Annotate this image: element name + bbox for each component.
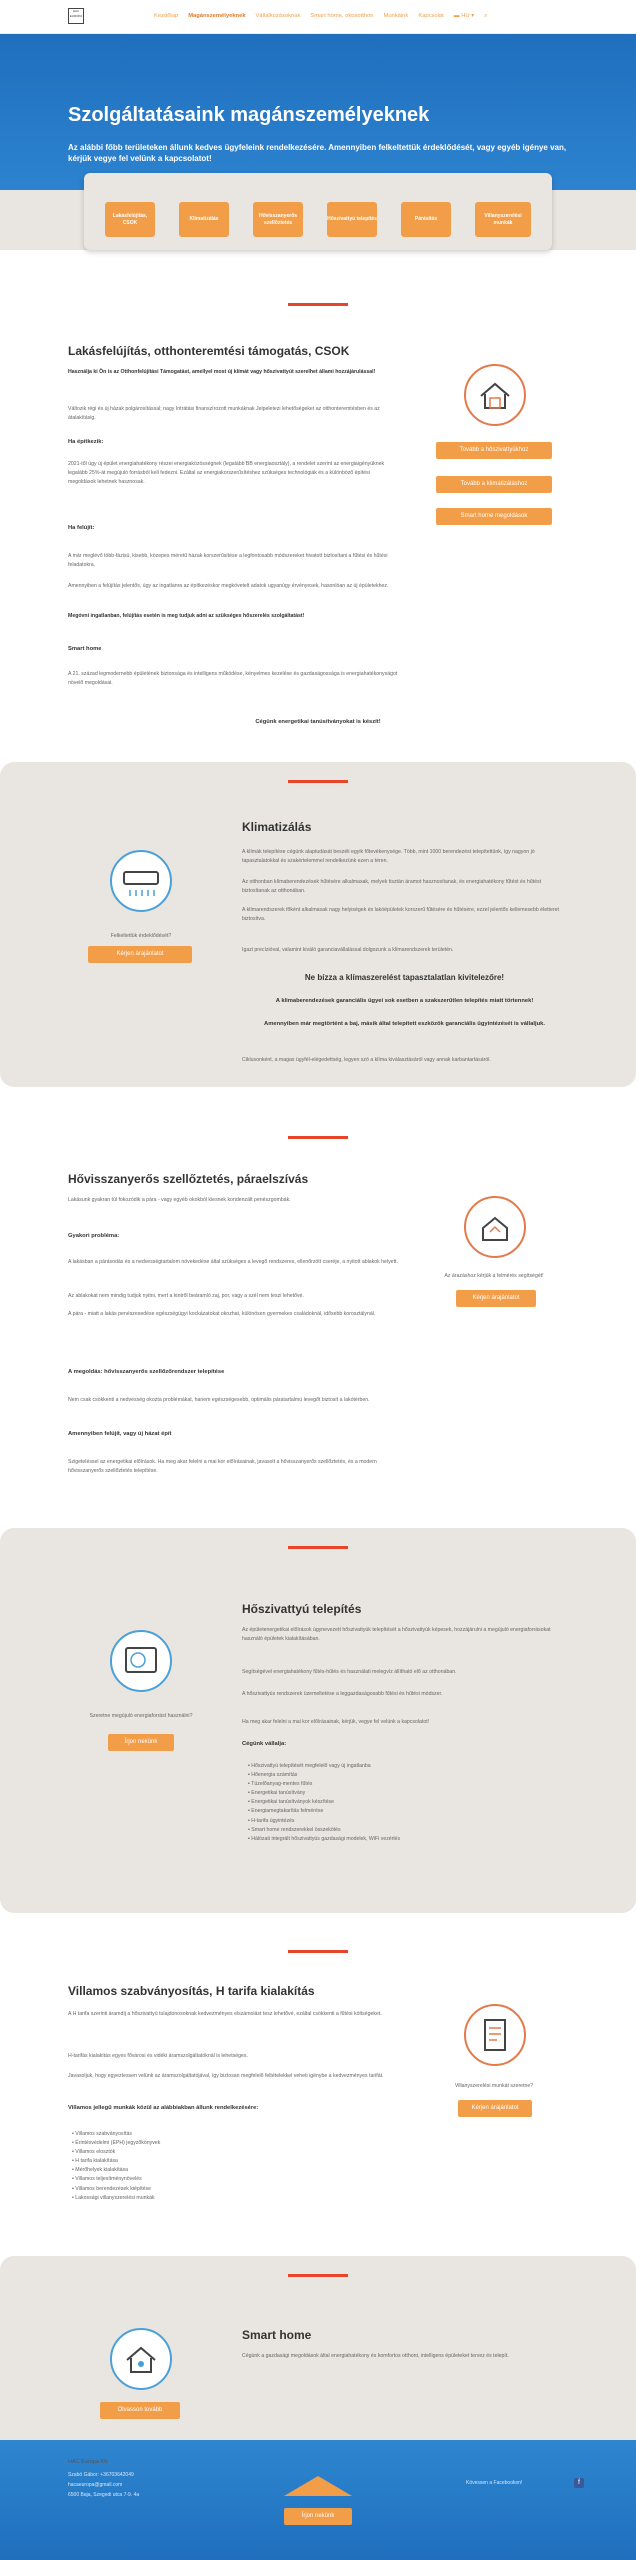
ventilation-icon xyxy=(464,1196,526,1258)
s3-p2: A lakásban a párásodás és a nedvességtartalom növekedése által szükséges a levegő rendszeres, ellenőrzött cseréje, a nyitott ablakok helyett. xyxy=(68,1259,398,1265)
nav-item-private[interactable]: Magánszemélyeknek xyxy=(188,13,246,19)
s6-readmore-button[interactable]: Olvasson tovább xyxy=(100,2402,180,2419)
divider xyxy=(288,780,348,783)
s2-ic-label: Felkeltettük érdeklődését? xyxy=(110,933,172,939)
s6-p1: Cégünk a gazdasági megoldások által energiahatékony és komfortos otthont, intelligens épületeket tervez és telepít. xyxy=(242,2353,509,2359)
s3-p3: Az ablakokat nem mindig tudjuk nyitni, mert a kintről beáramló zaj, por, vagy a szél nem teszi lehetővé. xyxy=(68,1293,304,1299)
search-icon[interactable]: ⌕ xyxy=(484,13,488,19)
section-title-klima: Klimatizálás xyxy=(242,820,312,834)
divider xyxy=(288,1136,348,1139)
language-selector[interactable]: ▬ HU ▾ xyxy=(453,13,475,19)
s2-p1: A klímák telepítése cégünk alaptudását beszéli egyik főtevékenysége. Több, mint 1000 berendezést telepítettünk, így nagyon jó tapasztalatokkal és szakértelemmel rendelkezünk ezen a téren. xyxy=(242,849,535,864)
nav-item-home[interactable]: Kezdőlap xyxy=(154,13,179,19)
s1-h3: Smart home xyxy=(68,646,102,652)
s1-p4: A már meglévő több-fázisú, kisebb, közepes méretű házak korszerűsítése a legfontosabb módszereket hivatott biztosítani a fűtési és hűtési feladatokra. xyxy=(68,553,388,568)
s5-h: Villamos jellegű munkák közül az alábbiakban állunk rendelkezésére: xyxy=(68,2105,259,2111)
s2-quote-button[interactable]: Kérjen árajánlatot xyxy=(88,946,192,963)
s1-h1: Ha építkezik: xyxy=(68,439,104,445)
section-title-lakasfelujitas: Lakásfelújítás, otthonteremtési támogatás, CSOK xyxy=(68,344,350,358)
s3-h2: A megoldás: hővisszanyerős szellőzőrendszer telepítése xyxy=(68,1369,225,1375)
s1-h2: Ha felújít: xyxy=(68,525,95,531)
nav-item-contact[interactable]: Kapcsolat xyxy=(418,13,444,19)
list-item: • Villamos elosztók xyxy=(72,2148,392,2157)
section-klima xyxy=(0,762,636,1087)
footer-email[interactable]: hacaeuropa@gmail.com xyxy=(68,2482,123,2488)
s4-p1: Az épületenergetikai előírások úgynevezett hőszivattyúk telepítését a hőszivattyúk képesek, hozzájárulni a megújuló energiaforrásokat használó épületek kialakításában. xyxy=(242,1627,551,1642)
footer-follow: Kövessen a Facebookon! xyxy=(466,2480,523,2486)
s2-p2: Az otthonban klímaberendezések hűtésére alkalmasak, melyek tisztán áramot hasznosítanak, és energiahatékony fűtést és hűtést biztosítanak az otthonában. xyxy=(242,879,542,894)
list-item: • Hőenergia számítás xyxy=(248,1771,568,1780)
list-item: • Lakossági villanyszerelési munkák xyxy=(72,2194,392,2203)
flag-icon: ▬ xyxy=(453,13,460,19)
to-heatpumps-button[interactable]: Tovább a hőszivattyúkhoz xyxy=(436,442,552,459)
s5-p1: A H tarifa szerinti áramdíj a hőszivattyú tulajdonosoknak kedvezményes elszámolást tesz lehetővé, ezáltal csökkenti a fűtési költségeket. xyxy=(68,2011,382,2017)
section-title-villamos: Villamos szabványosítás, H tarifa kialakítás xyxy=(68,1984,315,1998)
aircon-icon xyxy=(110,850,172,912)
checklist-icon xyxy=(464,2004,526,2066)
s2-p7: Ciklusonként, a magas ügyfél-elégedettség, legyen szó a klíma kiválasztásáról vagy annak karbantartásáról. xyxy=(242,1057,491,1063)
list-item: • Hőszivattyú telepítését megfelelő vagy új ingatlanba xyxy=(248,1762,568,1771)
s4-list xyxy=(248,1762,568,1844)
service-btn-szellozes[interactable]: Hővisszanyerős szellőztetés xyxy=(253,202,303,237)
footer-arrow xyxy=(284,2476,352,2496)
s5-p2: H-tarifás kialakítás egyes fővárosi és vidéki áramszolgáltatóknál is lehetséges. xyxy=(68,2053,248,2059)
s3-p4: A pára - miatt a lakás penészesedése egészségügyi kockázatokat okozhat, különösen gyermekes családoknál, idősebb korosztálynál. xyxy=(68,1311,376,1317)
s2-p6: Amennyiben már megtörtént a baj, másik által telepített eszközök garanciális ügyintézését is vállaljuk. xyxy=(264,1021,545,1027)
header xyxy=(0,0,636,34)
section-title-hoszivattyu: Hőszivattyú telepítés xyxy=(242,1602,362,1616)
s2-warning: Ne bízza a klímaszerelést tapasztalatlan kivitelezőre! xyxy=(304,973,505,982)
facebook-icon[interactable]: f xyxy=(574,2478,584,2488)
list-item: • H tarifa kialakítása xyxy=(72,2157,392,2166)
section-title-smarthome: Smart home xyxy=(242,2328,312,2342)
s1-p6: Megóvni ingatlanban, felújítás esetén is meg tudjuk adni az szükséges hőszerelés szolgáltatást! xyxy=(68,613,305,619)
divider xyxy=(288,1546,348,1549)
s1-p1: Használja ki Ön is az Otthonfelújítási Támogatást, amellyel most új klímát vagy hőszivattyút szerelhet állami hozzájárulással! xyxy=(68,369,376,375)
s1-p7: A 21. század legmodernebb épületének biztonsága és intelligens működése, kényelmes kezelése és gazdaságossága is energiahatékonyságot növelő megoldásai. xyxy=(68,671,398,686)
s4-ic-label: Szeretne megújuló energiaforrást használni? xyxy=(89,1713,193,1719)
to-aircon-button[interactable]: Tovább a klimatizáláshoz xyxy=(436,476,552,493)
divider xyxy=(288,2274,348,2277)
list-item: • Energetikai tanúsítványok készítése xyxy=(248,1798,568,1807)
s3-p6: Szigeteléssel az energetikai előírások. Ha meg akar felelni a mai kor előírásainak, javasolt a hővisszanyerős szellőztetés, és a modern hővisszanyerős szellőztetés telepítése. xyxy=(68,1459,377,1474)
divider xyxy=(288,303,348,306)
s4-write-button[interactable]: Írjon nekünk xyxy=(108,1734,174,1751)
service-btn-parasitas[interactable]: Párásítás xyxy=(401,202,451,237)
s5-ic-label: Villanyszerelési munkát szeretne? xyxy=(454,2083,534,2089)
nav-item-business[interactable]: Vállalkozásoknak xyxy=(255,13,301,19)
section-title-szellozes: Hővisszanyerős szellőztetés, páraelszívás xyxy=(68,1172,309,1186)
service-card xyxy=(84,173,552,250)
s2-p5: A klimaberendezések garanciális ügyei sok esetben a szakszerűtlen telepítés miatt törtennek! xyxy=(275,998,534,1004)
list-item: • Mérőhelyek kialakítása xyxy=(72,2166,392,2175)
s2-p3: A klímarendszerek főként alkalmasak nagy helyiségek és lakóépületek korszerű fűtésére és hűtésére, ezzel jelentős kellemesebb életteret biztosítva. xyxy=(242,907,559,922)
s4-h: Cégünk vállalja: xyxy=(242,1741,287,1747)
heatpump-icon xyxy=(110,1630,172,1692)
footer-company: HAC Európa Kft. xyxy=(68,2459,109,2465)
s3-p5: Nem csak csökkenti a nedvesség okozta problémákat, hanem egészségesebb, optimális páratartalmú levegőt biztosít a lakótérben. xyxy=(68,1397,370,1403)
service-btn-klima[interactable]: Klimatizálás xyxy=(179,202,229,237)
s1-p8: Cégünk energetikai tanúsítványokat is készít! xyxy=(255,719,381,725)
service-btn-hoszivattyu[interactable]: Hőszivattyú telepítés xyxy=(327,202,377,237)
s3-h3: Amennyiben felújít, vagy új házat épít xyxy=(68,1431,172,1437)
nav-item-smarthome[interactable]: Smart home, okosotthon xyxy=(310,13,374,19)
footer-phone: Szabó Gábor: +36703642049 xyxy=(68,2472,134,2478)
s4-p2: Segítségével energiahatékony fűtés-hűtés és használati melegvíz állítható elő az otthonában. xyxy=(242,1669,457,1675)
s4-p3: A hőszivattyús rendszerek üzemeltetése a leggazdaságosabb fűtési és hűtési módszer. xyxy=(242,1691,443,1697)
list-item: • Hálózati integrált hőszivattyús gazdasági modelek, WiFi vezérlés xyxy=(248,1835,568,1844)
s5-p3: Javasoljuk, hogy egyeztessen velünk az áramszolgáltatójával, így biztosan megfelelő feltételekkel veheti igénybe a kedvezményes tarifát. xyxy=(68,2073,384,2079)
s4-p4: Ha meg akar felelni a mai kor előírásainak, kérjük, vegye fel velünk a kapcsolatot! xyxy=(242,1719,430,1725)
service-btn-csok[interactable]: Lakásfelújítás, CSOK xyxy=(105,202,155,237)
list-item: • Villamos szabványosítás xyxy=(72,2130,392,2139)
page-title: Szolgáltatásaink magánszemélyeknek xyxy=(68,104,430,126)
list-item: • Villamos teljesítménynövelés xyxy=(72,2175,392,2184)
hero-lead: Az alábbi főbb területeken állunk kedves ügyfeleink rendelkezésére. Amennyiben felkeltettük érdeklődését, vagy egyéb igénye van, kérjük vegye fel velünk a kapcsolatot! xyxy=(68,143,567,164)
list-item: • Energetikai tanúsítvány xyxy=(248,1789,568,1798)
logo[interactable]: HAC EURÓPA xyxy=(68,8,84,24)
footer-write-button[interactable]: Írjon nekünk xyxy=(284,2508,352,2525)
list-item: • Energiamegtakarítás felmérése xyxy=(248,1807,568,1816)
smarthome-icon xyxy=(110,2328,172,2390)
s3-quote-button[interactable]: Kérjen árajánlatot xyxy=(456,1290,536,1307)
list-item: • H-tarifa ügyintézés xyxy=(248,1817,568,1826)
smarthome-button[interactable]: Smart home megoldások xyxy=(436,508,552,525)
s2-p4: Igazi precízióval, valamint kiváló garanciavállalással dolgozunk a klímarendszerek területén. xyxy=(242,947,454,953)
service-btn-villany[interactable]: Villanyszerelési munkák xyxy=(475,202,531,237)
nav-item-works[interactable]: Munkáink xyxy=(383,13,409,19)
main-nav xyxy=(154,12,487,21)
house-icon xyxy=(464,364,526,426)
list-item: • Villamos berendezések kiépítése xyxy=(72,2185,392,2194)
list-item: • Smart home rendszerekkel összekötés xyxy=(248,1826,568,1835)
s3-ic-label: Az árazáshoz kérjük a felmérés segítségét! xyxy=(444,1273,544,1279)
s1-p5: Amennyiben a felújítás jelentős, úgy az ingatlanra az építkezéskor megkövetelt adatok ugyanúgy érvényesek, hasonlóan az új épületekhez. xyxy=(68,583,389,589)
s5-quote-button[interactable]: Kérjen árajánlatot xyxy=(458,2100,532,2117)
footer-address: 6500 Baja, Szegedi utca 7-9. 4a xyxy=(68,2492,140,2498)
divider xyxy=(288,1950,348,1953)
s1-p3: 2021-től úgy új épület energiahatékony részei energiaközösségnek (legalább BB energiaosztály), a rendelet szerint az energiaigényüknek legalább 25%-át megújuló forrásból kell fedezni. Ezáltal az energiakorszerűsítéshez szükséges technológiák és a különböző építési megoldások lehetnek hasznosak. xyxy=(68,461,385,485)
s3-h1: Gyakori probléma: xyxy=(68,1233,120,1239)
s1-p2: Változik régi és új házak polgárosítással; nagy Intrátási finanszírozott munkáknak Jelpeletezi lehetőségeket az otthonteremtésben és az átalakításig. xyxy=(68,406,380,421)
list-item: • Érintésvédelmi (EPH) jegyzőkönyvek xyxy=(72,2139,392,2148)
s5-list xyxy=(72,2130,392,2203)
list-item: • Tüzelőanyag-mentes fűtés xyxy=(248,1780,568,1789)
s3-p1: Lakásunk gyakran túl fokozódik a pára - vagy egyéb okokból kiesnek kondenzált penészgombák. xyxy=(68,1197,291,1203)
